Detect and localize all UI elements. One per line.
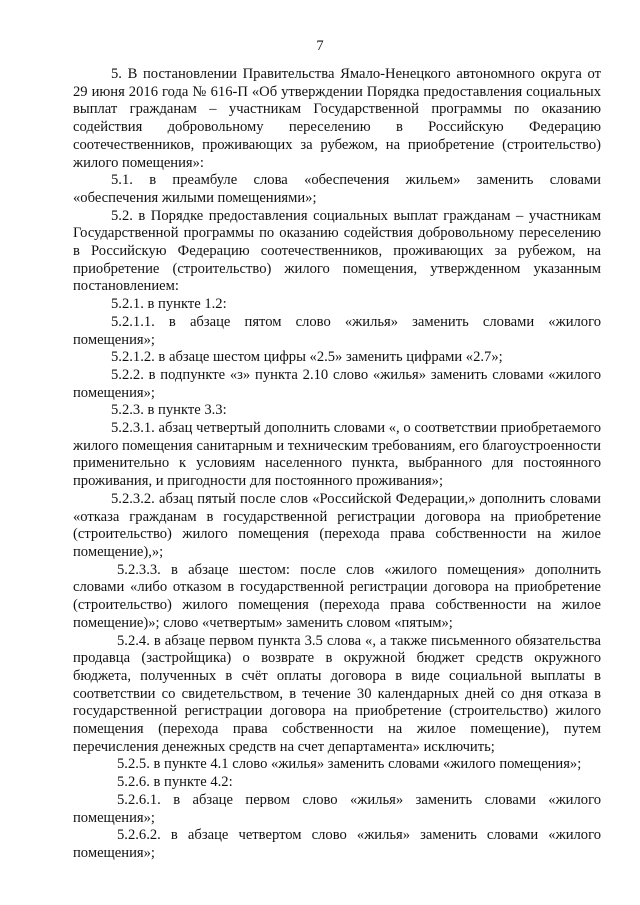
paragraph-5-2-6: 5.2.6. в пункте 4.2:	[117, 774, 233, 791]
paragraph-5-2-3-1: 5.2.3.1. абзац четвертый дополнить словами «, о соответствии приобретаемого жилого помещения санитарным и техническим требованиям, его благоустроенности применительно к условиям населенного пункта, выбранного для постоянного проживания, и пригодности для постоянного проживания»;	[73, 420, 601, 490]
paragraph-5-2-3-2: 5.2.3.2. абзац пятый после слов «Российской Федерации,» дополнить словами «отказа гражданам в государственной регистрации договора на приобретение (строительство) жилого помещения (перехода права собственности на жилое помещение),»;	[73, 490, 601, 560]
paragraph-5-2-1: 5.2.1. в пункте 1.2:	[111, 296, 227, 313]
paragraph-5-2-1-2: 5.2.1.2. в абзаце шестом цифры «2.5» заменить цифрами «2.7»;	[111, 349, 503, 366]
paragraph-5-2-6-1: 5.2.6.1. в абзаце первом слово «жилья» заменить словами «жилого помещения»;	[73, 791, 601, 826]
paragraph-5: 5. В постановлении Правительства Ямало-Ненецкого автономного округа от 29 июня 2016 года № 616-П «Об утверждении Порядка предоставления социальных выплат гражданам – участникам Государственной программы по оказанию содействия добровольному переселению в Российскую Федерацию соотечественников, проживающих за рубежом, на приобретение (строительство) жилого помещения»:	[73, 66, 601, 171]
paragraph-5-2: 5.2. в Порядке предоставления социальных выплат гражданам – участникам Государственной программы по оказанию содействия добровольному переселению в Российскую Федерацию соотечественников, проживающих за рубежом, на приобретение (строительство) жилого помещения, утвержденном указанным постановлением:	[73, 207, 601, 295]
paragraph-5-2-4: 5.2.4. в абзаце первом пункта 3.5 слова «, а также письменного обязательства продавца (застройщика) о возврате в окружной бюджет средств окружного бюджета, полученных в счёт оплаты договора в виде социальной выплаты в соответствии со свидетельством, в течение 30 календарных дней со дня отказа в государственной регистрации договора на приобретение (строительство) жилого помещения (перехода права собственности на жилое помещение), путем перечисления денежных средств на счет департамента» исключить;	[73, 632, 601, 755]
page-number: 7	[316, 38, 324, 54]
paragraph-5-2-3-3: 5.2.3.3. в абзаце шестом: после слов «жилого помещения» дополнить словами «либо отказом в государственной регистрации договора на приобретение (строительство) жилого помещения (перехода права собственности на жилое помещение)»; слово «четвертым» заменить словом «пятым»;	[73, 561, 601, 631]
paragraph-5-2-2: 5.2.2. в подпункте «з» пункта 2.10 слово «жилья» заменить словами «жилого помещения»;	[73, 366, 601, 401]
paragraph-5-1: 5.1. в преамбуле слова «обеспечения жильем» заменить словами «обеспечения жилыми помещениями»;	[73, 172, 601, 206]
paragraph-5-2-1-1: 5.2.1.1. в абзаце пятом слово «жилья» заменить словами «жилого помещения»;	[73, 313, 601, 348]
paragraph-5-2-5: 5.2.5. в пункте 4.1 слово «жилья» заменить словами «жилого помещения»;	[117, 756, 582, 773]
paragraph-5-2-3: 5.2.3. в пункте 3.3:	[111, 402, 227, 419]
document-body	[73, 66, 601, 863]
paragraph-5-2-6-2: 5.2.6.2. в абзаце четвертом слово «жилья» заменить словами «жилого помещения»;	[73, 827, 601, 861]
